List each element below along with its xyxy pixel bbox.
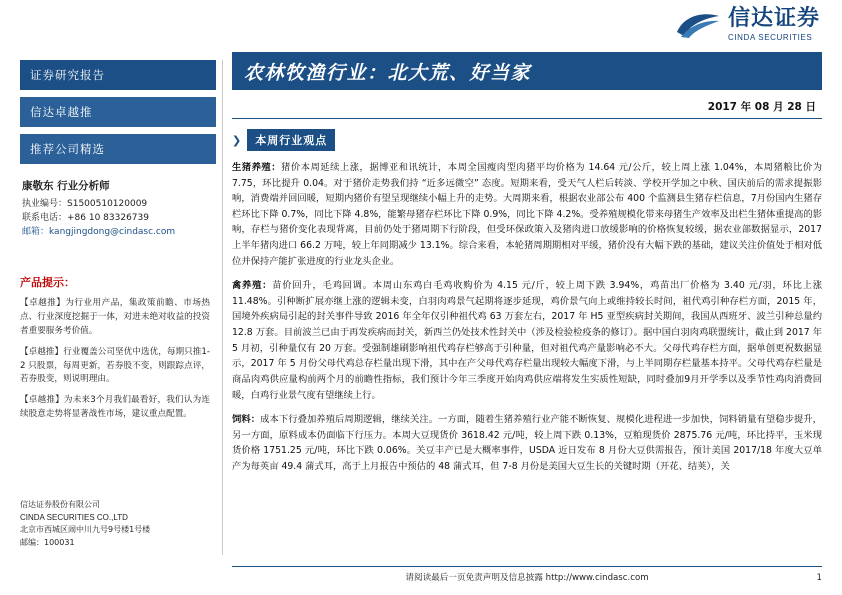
section-hog-farming [232, 160, 822, 269]
product-notice-item-2: 【卓越推】行业覆盖公司坚优中选优，每期只推1-2 只股票，每周更新，若券股不变，则跟踪点评，若券股变，则说明理由。 [20, 346, 210, 385]
main-content [232, 52, 822, 475]
sidebar-band-excellence: 信达卓越推 [20, 97, 216, 127]
section-poultry-farming-body: 苗价回升，毛鸡回调。本周山东鸡白毛鸡收购价为 4.15 元/斤，较上周下跌 3.94%，鸡苗出厂价格为 3.40 元/羽，环比上涨 11.48%。引种断扩展亦继上涨的逻辑未变，白羽肉鸡景气起期将逐步延现，鸡价景气向上或维持较长时间，祖代鸡引种存栏方面，2015 年，国境外疾病局引起的封关事件导致 2016 年全年仅引种祖代鸡 63 万套左右，2017 年 H5 亚型疾病封关期间，我国从西班牙、波兰引种总量约 12.8 万套。目前波兰已由于再发疾病而封关，新西兰仍处技术性封关中（涉及检验检疫条的修订）。据中国白羽肉鸡联盟统计，截止到 2017 年 5 月初，引种量仅有 20 万套。受强制雄刷影响祖代鸡存栏够高于引种量，但对祖代鸡产量影响必不大。父母代鸡存栏方面，据单创更祝数据显示，2017 年 5 月份父母代鸡总存栏量出现下滑，其中在产父母代鸡存栏量出现较大幅度下滑，与上半同期存栏量基本持平。父母代鸡存栏量是商品肉鸡供应量构前两个月的前瞻性指标，我们预计今年三季度开始肉鸡供应端将发生实质性短缺，同时叠加9月开学季以及季节性鸡肉消费回暖，白鸡行业景气度有望继续上行。 [232, 280, 822, 401]
report-title-bar [232, 52, 822, 90]
brand-name-en: CINDA SECURITIES [727, 33, 813, 42]
page-header [0, 0, 842, 44]
company-address [20, 499, 216, 550]
sidebar [20, 60, 216, 560]
product-notice-item-3: 【卓越推】为未来3个月我们最看好，我们认为连续股意走势将显著战性市场，建议重点配置。 [20, 395, 210, 420]
page-title: 农林牧渔行业：北大荒、好当家 [244, 61, 532, 84]
analyst-license: 执业编号：S1500510120009 [22, 199, 148, 209]
product-notice-title: 产品提示： [20, 275, 75, 289]
footer-page-number: 1 [816, 573, 822, 583]
analyst-info [20, 171, 216, 244]
brand-logo [675, 8, 820, 42]
company-street: 北京市西城区闹中川九号9号楼1号楼 [20, 525, 151, 535]
analyst-email: 邮箱：kangjingdong@cindasc.com [22, 226, 176, 237]
vertical-divider [222, 60, 223, 555]
brand-name-cn: 信达证券 [727, 6, 820, 31]
analyst-name: 康敬东 行业分析师 [22, 180, 110, 192]
analyst-phone: 联系电话：+86 10 83326739 [22, 212, 149, 223]
section-poultry-farming-lead: 禽养殖： [232, 280, 273, 292]
report-date: 2017 年 08 月 28 日 [707, 101, 816, 113]
title-underline [232, 118, 822, 119]
cinda-swoosh-logo-icon [675, 10, 721, 40]
section-hog-farming-body: 猪价本周延续上涨，据博亚和讯统计，本周全国瘦肉型肉猪平均价格为 14.64 元/公斤，较上周上涨 1.04%，本周猪粮比价为 7.75，环比提升 0.04。对于猪价走势我们持 “近多远微空” 态度。短期来看，受天气人栏后转淡、学校开学加之中秋、国庆前后的需求提振影响，消费端并回回暖，短期内猪价有望呈现继续小幅上升的走势。大周期来看，根据农业部公布 400 个监测县生猪存栏信息，7月份国内生猪存栏环比下降 0.7%，同比下降 4.8%，能繁母猪存栏环比下降 0.9%，同比下降 4.2%。受养殖规模化带来母猪生产效率及出栏生猪体重提高的影响，存栏与猪价变化表现背离，目前仍处于猪周期下行阶段，但受环保政策入及猪肉进口放缓影响的价格恢复较缓，据农业部数据显示，2017 上半年猪肉进口 66.2 万吨，较上年同期减少 13.1%。综合来看，本轮猪周期期相对平缓，猪价没有大幅下跌的基础，建议关注价值处于相对低位并保持产能扩张进度的行业龙头企业。 [232, 162, 822, 267]
chevron-right-icon: ❯ [232, 133, 242, 147]
brand-text [728, 8, 820, 42]
section-hog-farming-lead: 生猪养殖： [232, 162, 282, 173]
company-name-en: CINDA SECURITIES CO.,LTD [20, 512, 128, 522]
section-poultry-farming [232, 278, 822, 403]
weekly-viewpoint-header [232, 129, 822, 151]
company-name-cn: 信达证券股份有限公司 [20, 499, 100, 509]
section-feed-body: 成本下行叠加养殖后周期逻辑，继续关注。一方面，随着生猪养殖行业产能不断恢复、规模化进程进一步加快，饲料销量有望稳步提升，另一方面，原料成本仍面临下行压力。本周大豆现货价 3618.42 元/吨，较上周下跌 0.13%，豆粕现货价 2875.76 元/吨，环比持平，玉米现货价格 1751.25 元/吨，环比下跌 0.06%。关豆丰产已是大概率事件，USDA 近日发布 8 月份大豆供需报告，预计美国 2017/18 年度大豆单产为每英亩 49.4 蒲式耳，高于上月报告中预估的 48 蒲式耳，但 7-8 月份是美国大豆生长的关键时期（开花、结荚），关 [232, 414, 822, 472]
section-feed [232, 412, 822, 474]
sidebar-band-research-report: 证券研究报告 [20, 60, 216, 90]
product-notice-item-1: 【卓越推】为行业用产品，集政策前瞻、市场热点、行业深度挖掘于一体，对进未绝对收益的投资者重要服务考价值。 [20, 297, 210, 336]
footer-disclaimer: 请阅读最后一页免责声明及信息披露 http://www.cindasc.com [405, 573, 649, 583]
footer-divider [232, 566, 822, 567]
weekly-viewpoint-label: 本周行业观点 [247, 129, 335, 151]
company-postcode: 邮编：100031 [20, 538, 75, 548]
section-feed-lead: 饲料： [232, 414, 261, 426]
sidebar-band-recommended-companies: 推荐公司精选 [20, 134, 216, 164]
